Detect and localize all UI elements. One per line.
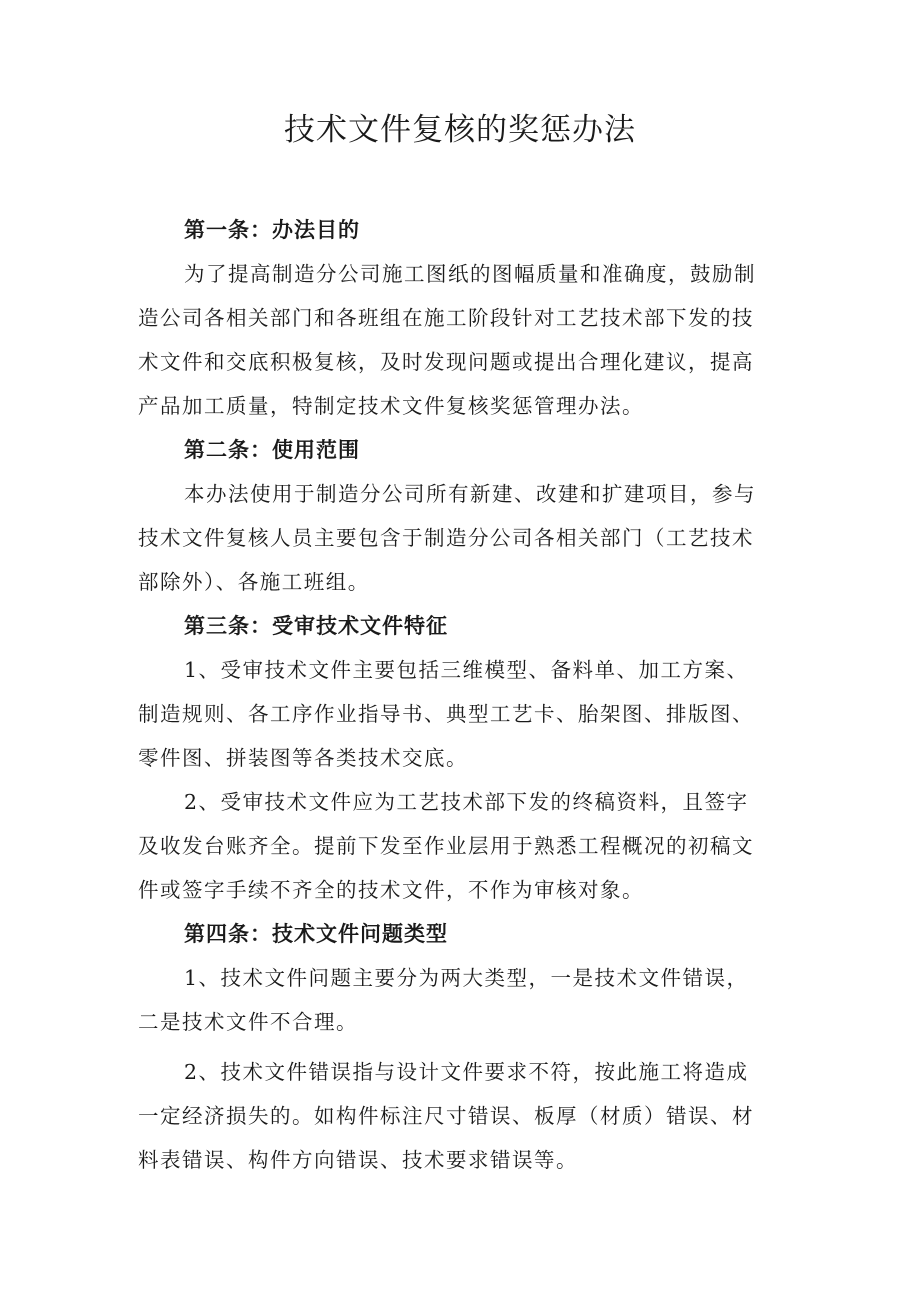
text-line: 为了提高制造分公司施工图纸的图幅质量和准确度，鼓励制: [184, 262, 756, 286]
paragraph: [138, 252, 790, 428]
paragraph: [138, 648, 790, 780]
text-line: 本办法使用于制造分公司所有新建、改建和扩建项目，参与: [184, 482, 756, 506]
paragraph: [138, 472, 790, 604]
section-heading: 第三条：受审技术文件特征: [184, 614, 448, 638]
section-article-4: [138, 912, 790, 1182]
text-line: 件或签字手续不齐全的技术文件，不作为审核对象。: [138, 878, 644, 902]
section-heading: 第二条：使用范围: [184, 438, 360, 462]
text-line: 及收发台账齐全。提前下发至作业层用于熟悉工程概况的初稿文: [138, 834, 754, 858]
section-heading: 第四条：技术文件问题类型: [184, 922, 448, 946]
paragraph: [138, 780, 790, 912]
text-line: 技术文件复核人员主要包含于制造分公司各相关部门（工艺技术: [138, 526, 754, 550]
section-heading: 第一条：办法目的: [184, 218, 360, 242]
text-line: 术文件和交底积极复核，及时发现问题或提出合理化建议，提高: [138, 350, 754, 374]
document-title: 技术文件复核的奖惩办法: [284, 112, 636, 148]
text-line: 2、技术文件错误指与设计文件要求不符，按此施工将造成: [184, 1060, 749, 1084]
text-line: 产品加工质量，特制定技术文件复核奖惩管理办法。: [138, 394, 644, 418]
text-line: 一定经济损失的。如构件标注尺寸错误、板厚（材质）错误、材: [138, 1104, 754, 1128]
text-line: 1、技术文件问题主要分为两大类型，一是技术文件错误，: [184, 966, 749, 990]
text-line: 部除外）、各施工班组。: [138, 570, 370, 594]
text-line: 零件图、拼装图等各类技术交底。: [138, 746, 468, 770]
section-article-3: [138, 604, 790, 912]
paragraph: [138, 1050, 790, 1182]
section-article-2: [138, 428, 790, 604]
paragraph: [138, 956, 790, 1044]
text-line: 料表错误、构件方向错误、技术要求错误等。: [138, 1148, 578, 1172]
text-line: 制造规则、各工序作业指导书、典型工艺卡、胎架图、排版图、: [138, 702, 754, 726]
document-body: [138, 208, 790, 1182]
text-line: 2、受审技术文件应为工艺技术部下发的终稿资料，且签字: [184, 790, 749, 814]
text-line: 造公司各相关部门和各班组在施工阶段针对工艺技术部下发的技: [138, 306, 754, 330]
text-line: 1、受审技术文件主要包括三维模型、备料单、加工方案、: [184, 658, 749, 682]
section-article-1: [138, 208, 790, 428]
text-line: 二是技术文件不合理。: [138, 1010, 358, 1034]
